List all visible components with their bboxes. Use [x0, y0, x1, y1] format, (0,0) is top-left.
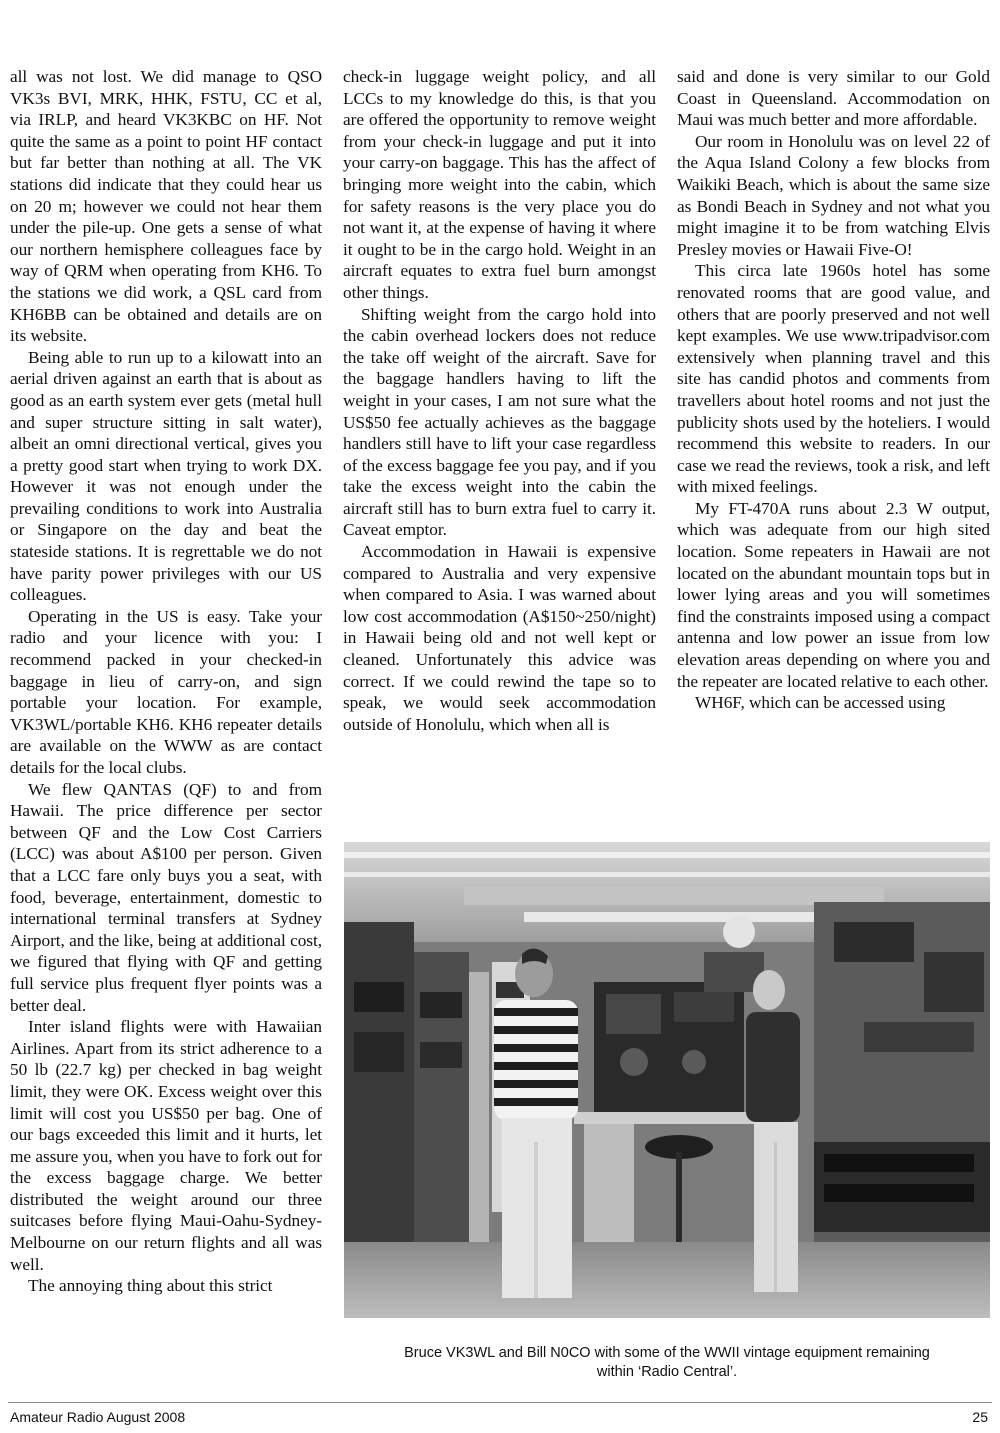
- paragraph: Operating in the US is easy. Take your radio and your licence with you: I recommend packed in your checked-in baggage in lieu of carry-on, and sign portable your location. For example, VK3WL/portable KH6. KH6 repeater details are available on the WWW as are contact details for the local clubs.: [10, 606, 322, 777]
- paragraph: check-in luggage weight policy, and all LCCs to my knowledge do this, is that you are offered the opportunity to remove weight from your check-in luggage and put it into your carry-on baggage. This has the affect of bringing more weight into the cabin, which for safety reasons is the very place you do not want it, at the expense of having it where it ought to be in the cargo hold. Weight in an aircraft equates to extra fuel burn amongst other things.: [343, 67, 656, 302]
- paragraph: We flew QANTAS (QF) to and from Hawaii. The price difference per sector between QF and the Low Cost Carriers (LCC) was about A$100 per person. Given that a LCC fare only buys you a seat, with food, beverage, entertainment, domestic to international terminal transfers at Sydney Airport, and the like, being at additional cost, we figured that flying with QF and getting full service plus frequent flyer points was a better deal.: [10, 779, 322, 1015]
- paragraph: all was not lost. We did manage to QSO VK3s BVI, MRK, HHK, FSTU, CC et al, via IRLP, and heard VK3KBC on HF. Not quite the same as a point to point HF contact but far better than nothing at all. The VK stations did indicate that they could hear us on 20 m; however we could not hear them under the pile-up. One gets a sense of what our northern hemisphere colleagues face by way of QRM when operating from KH6. To the stations we did work, a QSL card from KH6BB can be obtained and details are on its website.: [10, 67, 322, 346]
- photo-illustration: [344, 842, 990, 1318]
- paragraph: Being able to run up to a kilowatt into an aerial driven against an earth that is about as good as an earth system ever gets (metal hull and super structure sitting in salt water), albeit an omni directional vertical, gives you a pretty good start when trying to work DX. However it was not enough under the prevailing conditions to work into Australia or Singapore on the day and beat the stateside stations. It is regrettable we do not have parity power privileges with our US colleagues.: [10, 347, 322, 605]
- paragraph: Our room in Honolulu was on level 22 of the Aqua Island Colony a few blocks from Waikiki Beach, which is about the same size as Bondi Beach in Sydney and not what you might imagine it to be from watching Elvis Presley movies or Hawaii Five-O!: [677, 131, 990, 259]
- page-number: 25: [972, 1409, 988, 1425]
- text-column-2: [343, 66, 656, 735]
- footer-divider: [8, 1402, 992, 1403]
- paragraph: This circa late 1960s hotel has some renovated rooms that are good value, and others that are poorly preserved and not well kept examples. We use www.tripadvisor.com extensively when planning travel and this site has candid photos and comments from travellers about hotel rooms and not just the publicity shots used by the hoteliers. I would recommend this website to readers. In our case we read the reviews, took a risk, and left with mixed feelings.: [677, 261, 990, 497]
- paragraph: Accommodation in Hawaii is expensive compared to Australia and very expensive when compared to Asia. I was warned about low cost accommodation (A$150~250/night) in Hawaii being old and not well kept or cleaned. Unfortunately this advice was correct. If we could rewind the tape so to speak, we would seek accommodation outside of Honolulu, which when all is: [343, 542, 656, 734]
- paragraph: The annoying thing about this strict: [28, 1276, 273, 1296]
- paragraph: said and done is very similar to our Gold Coast in Queensland. Accommodation on Maui was much better and more affordable.: [677, 67, 990, 130]
- paragraph: My FT-470A runs about 2.3 W output, which was adequate from our high sited location. Some repeaters in Hawaii are not located on the abundant mountain tops but in lower lying areas and you will sometimes find the constraints imposed using a compact antenna and low power an issue from low elevation areas depending on where you and the repeater are located relative to each other.: [677, 498, 990, 691]
- text-column-3: [677, 66, 990, 714]
- paragraph: WH6F, which can be accessed using: [695, 693, 946, 713]
- footer-publication: Amateur Radio August 2008: [10, 1409, 186, 1425]
- photo-caption: [344, 1344, 990, 1382]
- paragraph: Shifting weight from the cargo hold into the cabin overhead lockers does not reduce the take off weight of the aircraft. Save for the baggage handlers having to lift the weight in your cases, I am not sure what the US$50 fee actually achieves as the baggage handlers still have to lift your case regardless of the excess baggage fee you pay, and if you take the excess weight into the cabin the aircraft still has to burn extra fuel to carry it. Caveat emptor.: [343, 304, 656, 540]
- radio-room-photo: [344, 842, 990, 1318]
- caption-line-1: Bruce VK3WL and Bill N0CO with some of the WWII vintage equipment remaining: [404, 1345, 930, 1361]
- text-column-1: [10, 66, 322, 1297]
- paragraph: Inter island flights were with Hawaiian Airlines. Apart from its strict adherence to a 50 lb (22.7 kg) per checked in bag weight limit, they were OK. Excess weight over this limit will cost you US$50 per bag. One of our bags exceeded this limit and it hurts, let me assure you, when you have to fork out for the excess baggage charge. We better distributed the weight around our three suitcases before flying Maui-Oahu-Sydney-Melbourne on our return flights and all was well.: [10, 1017, 322, 1274]
- caption-line-2: within ‘Radio Central’.: [596, 1364, 738, 1380]
